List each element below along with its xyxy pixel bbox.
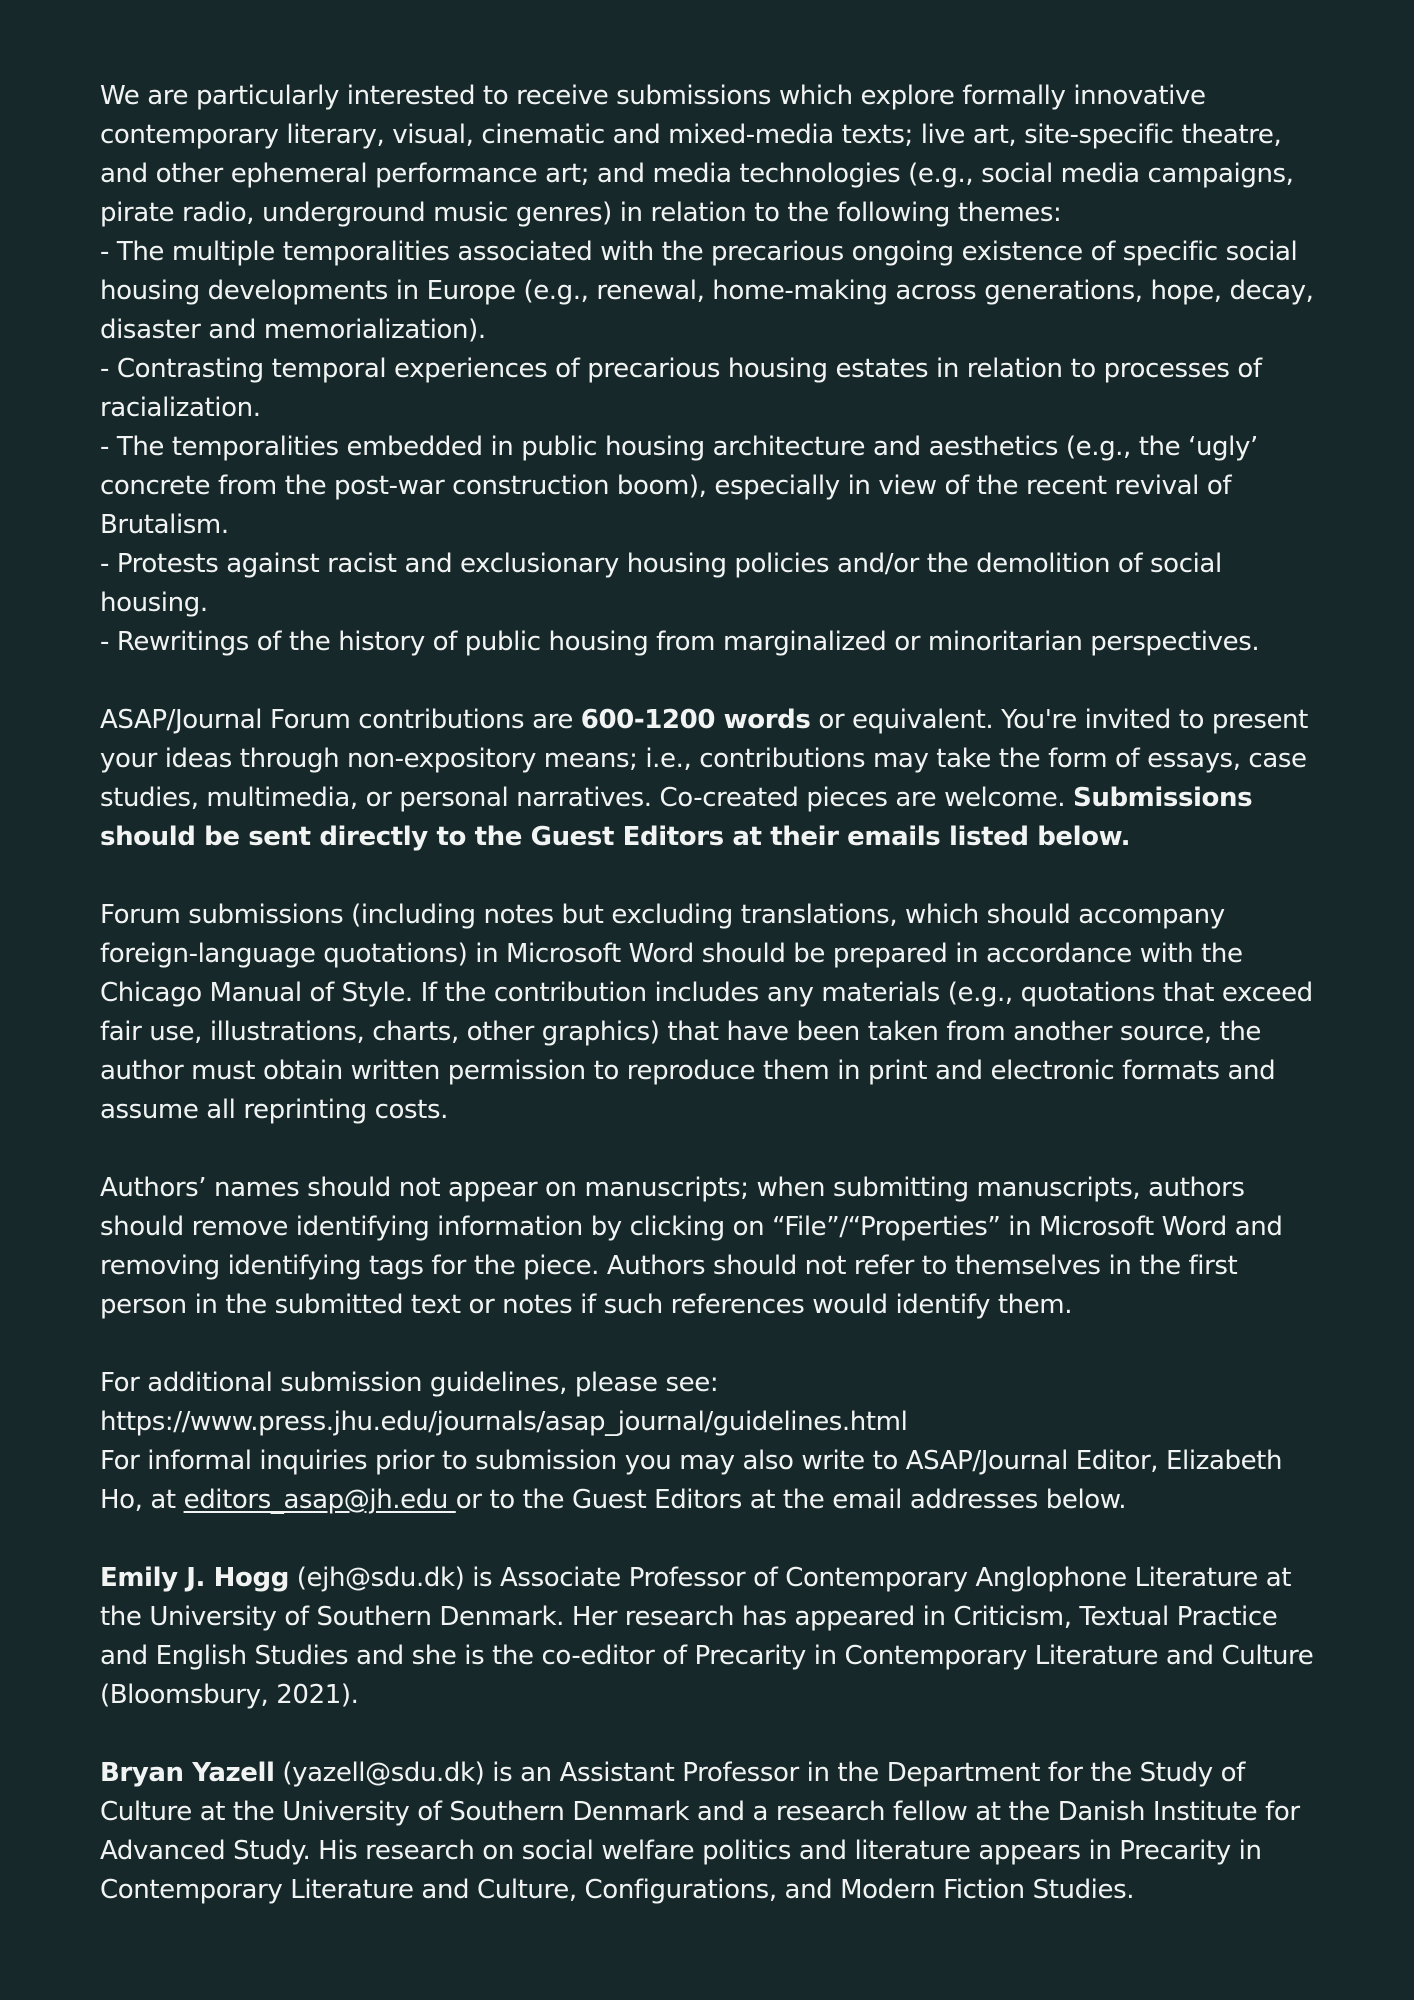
intro-paragraph: We are particularly interested to receive submissions which explore formally innovative contemporary literary, visual, cinematic and mixed-media texts; live art, site-specific theatre, and other ephemeral performance art; and media technologies (e.g., social media campaigns, pirate radio, underground music genres) in relation to the following themes: [100, 81, 1294, 228]
forum-text-pre: ASAP/Journal Forum contributions are [100, 705, 581, 735]
editor-bio-text: (yazell@sdu.dk) is an Assistant Professor in the Department for the Study of Culture at the University of Southern Denmark and a research fellow at the Danish Institute for Advanced Study. His research on social welfare politics and literature appears in Precarity in Contemporary Literature and Culture, Configurations, and Modern Fiction Studies. [100, 1758, 1300, 1905]
editor-bio [100, 1754, 1324, 1910]
editor-name: Emily J. Hogg [100, 1563, 289, 1593]
theme-item: - The temporalities embedded in public housing architecture and aesthetics (e.g., the ‘ugly’ concrete from the post-war construction boom), especially in view of the recent revival of Brutalism. [100, 432, 1258, 540]
spacer [100, 1130, 1324, 1169]
theme-item: - Contrasting temporal experiences of precarious housing estates in relation to processes of racialization. [100, 354, 1262, 423]
guidelines-label: For additional submission guidelines, please see: [100, 1368, 719, 1398]
guidelines-url[interactable]: https://www.press.jhu.edu/journals/asap_journal/guidelines.html [100, 1407, 908, 1437]
inquiry-paragraph [100, 1442, 1324, 1520]
theme-item: - The multiple temporalities associated with the precarious ongoing existence of specific social housing developments in Europe (e.g., renewal, home-making across generations, hope, decay, disaster and memorialization). [100, 237, 1314, 345]
spacer [100, 662, 1324, 701]
forum-paragraph [100, 701, 1324, 857]
theme-item: - Rewritings of the history of public housing from marginalized or minoritarian perspectives. [100, 627, 1260, 657]
spacer [100, 1520, 1324, 1559]
forum-text-mid: or equivalent. You're invited to present your ideas through non-expository means; i.e., contributions may take the form of essays, case studies, multimedia, or personal narratives. Co-created pieces are welcome. [100, 705, 1308, 813]
editor-bio-text: (ejh@sdu.dk) is Associate Professor of Contemporary Anglophone Literature at the University of Southern Denmark. Her research has appeared in Criticism, Textual Practice and English Studies and she is the co-editor of Precarity in Contemporary Literature and Culture (Bloomsbury, 2021). [100, 1563, 1314, 1710]
word-count: 600-1200 words [580, 705, 811, 735]
anonymity-paragraph: Authors’ names should not appear on manuscripts; when submitting manuscripts, authors should remove identifying information by clicking on “File”/“Properties” in Microsoft Word and removing identifying tags for the piece. Authors should not refer to themselves in the first person in the submitted text or notes if such references would identify them. [100, 1173, 1283, 1320]
inquiry-text-post: or to the Guest Editors at the email addresses below. [455, 1485, 1127, 1515]
spacer [100, 857, 1324, 896]
theme-item: - Protests against racist and exclusionary housing policies and/or the demolition of social housing. [100, 549, 1222, 618]
editor-bio [100, 1559, 1324, 1715]
editor-email-link[interactable]: editors_asap@jh.edu [183, 1485, 456, 1515]
spacer [100, 1325, 1324, 1364]
editor-name: Bryan Yazell [100, 1758, 275, 1788]
submission-note: Submissions should be sent directly to the Guest Editors at their emails listed below. [100, 783, 1253, 852]
inquiry-text-pre: For informal inquiries prior to submission you may also write to ASAP/Journal Editor, Elizabeth Ho, at [100, 1446, 1283, 1515]
format-paragraph: Forum submissions (including notes but excluding translations, which should accompany foreign-language quotations) in Microsoft Word should be prepared in accordance with the Chicago Manual of Style. If the contribution includes any materials (e.g., quotations that exceed fair use, illustrations, charts, other graphics) that have been taken from another source, the author must obtain written permission to reproduce them in print and electronic formats and assume all reprinting costs. [100, 900, 1313, 1125]
spacer [100, 1715, 1324, 1754]
